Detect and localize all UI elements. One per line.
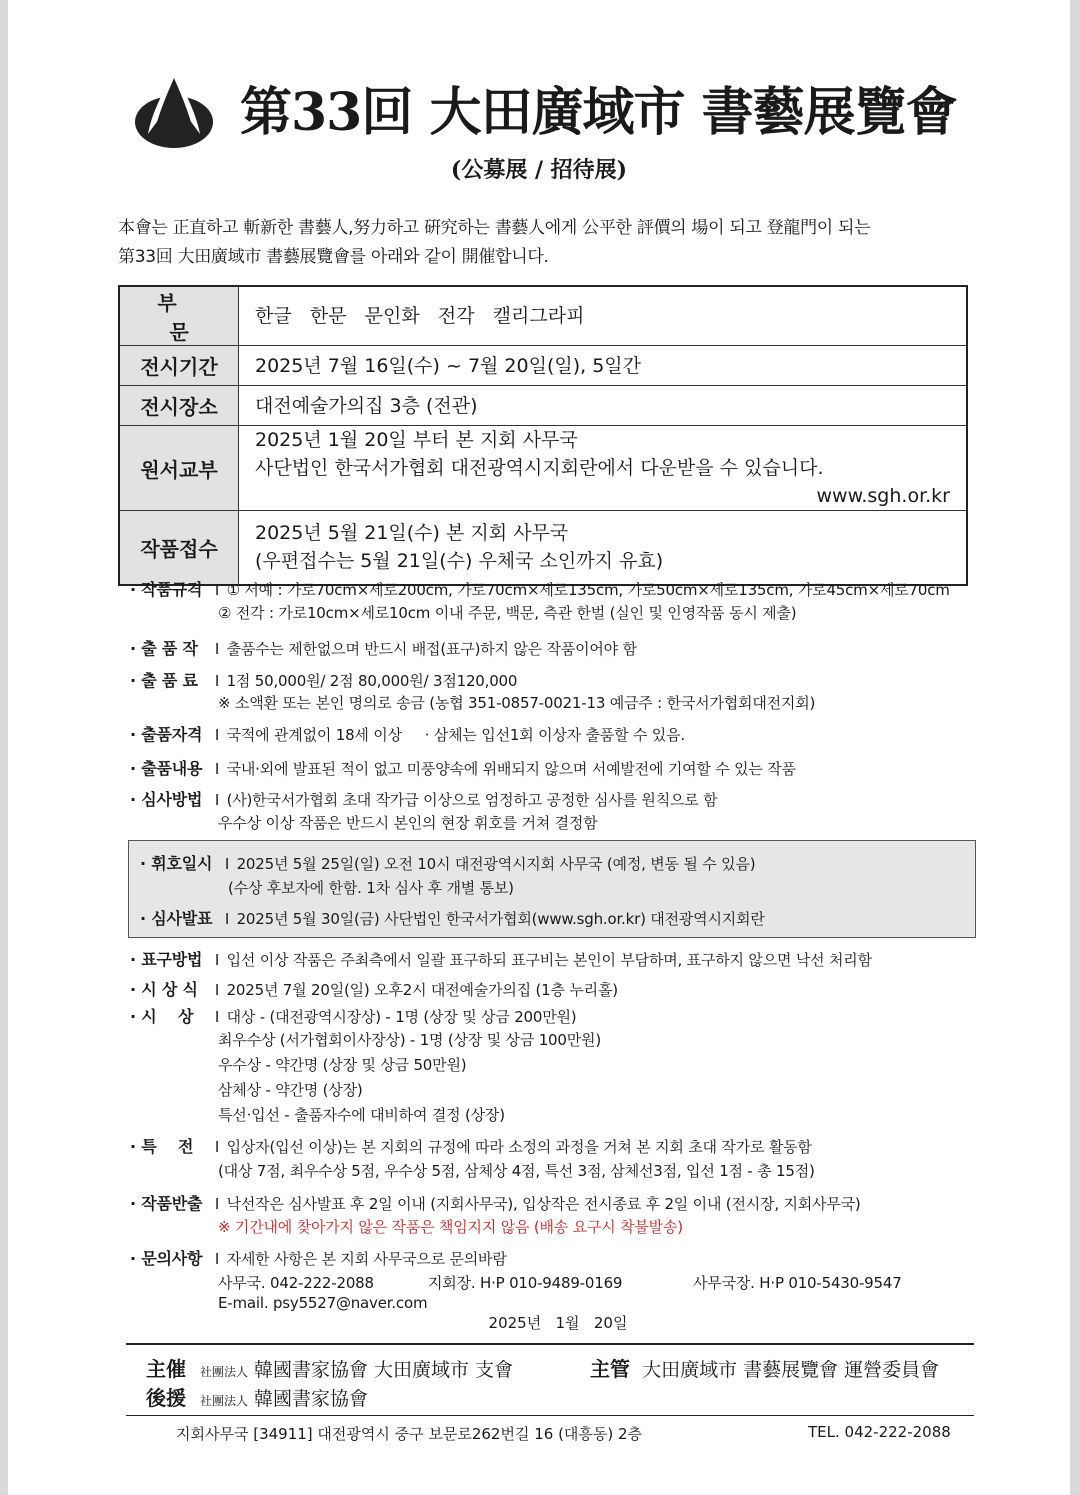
table-row xyxy=(119,286,967,346)
secretary-phone: 사무국장. H·P 010-5430-9547 xyxy=(693,1274,902,1292)
intro-text xyxy=(118,214,988,272)
award-line: 삼체상 - 약간명 (상장) xyxy=(218,1081,363,1099)
item-calligraphy: · 휘호일시 I 2025년 5월 25일(일) 오전 10시 대전광역시지회 사무국 (예정, 변동 될 수 있음) xyxy=(140,854,756,873)
poster-page xyxy=(8,0,1070,1495)
item-spec-line2: ② 전각 : 가로10cm×세로10cm 이내 주문, 백문, 측관 한벌 (실인 및 인영작품 동시 제출) xyxy=(218,604,797,622)
brush-logo-icon xyxy=(134,70,214,150)
item-fee: · 출 품 료 I 1점 50,000원/ 2점 80,000원/ 3점120,000 xyxy=(130,671,518,690)
item-return: · 작품반출 I 낙선작은 심사발표 후 2일 이내 (지회사무국), 입상작은 전시종료 후 2일 이내 (전시장, 지회사무국) xyxy=(130,1194,861,1213)
president-phone: 지회장. H·P 010-9489-0169 xyxy=(428,1274,623,1292)
item-works: · 출 품 작 I 출품수는 제한없으며 반드시 배접(표구)하지 않은 작품이어야 함 xyxy=(130,639,637,658)
footer-tel: TEL. 042-222-2088 xyxy=(808,1423,951,1441)
row-line: (우편접수는 5월 21일(수) 우체국 소인까지 유효) xyxy=(255,550,664,573)
email-link[interactable]: E-mail. psy5527@naver.com xyxy=(218,1294,428,1312)
row-value: 한글 한문 문인화 전각 캘리그라피 xyxy=(239,286,968,346)
row-value xyxy=(239,511,968,585)
item-ceremony: · 시 상 식 I 2025년 7월 20일(일) 오후2시 대전예술가의집 (1층 누리홀) xyxy=(130,980,618,999)
office-phone: 사무국. 042-222-2088 xyxy=(218,1274,374,1292)
table-row xyxy=(119,346,967,386)
host-line: 主催 社團法人 韓國書家協會 大田廣域市 支會 xyxy=(146,1357,514,1381)
row-line: 사단법인 한국서가협회 대전광역시지회란에서 다운받을 수 있습니다. www.sgh.or.kr xyxy=(255,454,950,482)
table-row xyxy=(119,426,967,511)
support-line: 後援 社團法人 韓國書家協會 xyxy=(146,1386,369,1410)
item-privilege-line2: (대상 7점, 최우수상 5점, 우수상 5점, 삼체상 4점, 특선 3점, 삼체선3점, 입선 1점 - 총 15점) xyxy=(218,1162,815,1180)
item-fee-line2: ※ 소액환 또는 본인 명의로 송금 (농협 351-0857-0021-13 예금주 : 한국서가협회대전지회) xyxy=(218,694,816,712)
row-header: 원서교부 xyxy=(119,426,239,511)
award-line: 특선·입선 - 출품자수에 대비하여 결정 (상장) xyxy=(218,1106,505,1124)
row-value: 2025년 7월 16일(수) ~ 7월 20일(일), 5일간 xyxy=(239,346,968,386)
award-line: 우수상 - 약간명 (상장 및 상금 50만원) xyxy=(218,1056,467,1074)
divider xyxy=(126,1415,974,1416)
table-row xyxy=(119,386,967,426)
row-value: 대전예술가의집 3층 (전관) xyxy=(239,386,968,426)
item-judge-line2: 우수상 이상 작품은 반드시 본인의 현장 휘호를 거쳐 결정함 xyxy=(218,814,598,832)
row-header: 전시기간 xyxy=(119,346,239,386)
row-header: 작품접수 xyxy=(119,511,239,585)
manage-line: 主管 大田廣域市 書藝展覽會 運營委員會 xyxy=(590,1357,940,1381)
footer-address: 지회사무국 [34911] 대전광역시 중구 보문로262번길 16 (대흥동) 2층 xyxy=(176,1425,643,1443)
exhibition-subtitle: (公募展 / 招待展) xyxy=(450,157,628,183)
row-header: 전시장소 xyxy=(119,386,239,426)
item-announce: · 심사발표 I 2025년 5월 30일(금) 사단법인 한국서가협회(www.sgh.or.kr) 대전광역시지회란 xyxy=(140,909,765,928)
item-calligraphy-line2: (수상 후보자에 한함. 1차 심사 후 개별 통보) xyxy=(228,879,514,897)
row-line: 2025년 5월 21일(수) 본 지회 사무국 xyxy=(255,522,569,545)
row-header: 부 문 xyxy=(119,286,239,346)
table-row xyxy=(119,511,967,585)
item-content: · 출품내용 I 국내·외에 발표된 적이 없고 미풍양속에 위배되지 않으며 서예발전에 기여할 수 있는 작품 xyxy=(130,759,796,778)
item-qual: · 출품자격 I 국적에 관계없이 18세 이상 · 삼체는 입선1회 이상자 출품할 수 있음. xyxy=(130,725,685,744)
item-framing: · 표구방법 I 입선 이상 작품은 주최측에서 일괄 표구하되 표구비는 본인이 부담하며, 표구하지 않으면 낙선 처리함 xyxy=(130,950,872,969)
item-awards: · 시 상 I 대상 - (대전광역시장상) - 1명 (상장 및 상금 200만원) xyxy=(130,1007,577,1026)
info-table xyxy=(118,285,968,586)
row-line: 2025년 1월 20일 부터 본 지회 사무국 xyxy=(255,429,578,451)
award-line: 최우수상 (서가협회이사장상) - 1명 (상장 및 상금 100만원) xyxy=(218,1031,601,1049)
intro-line: 第33回 大田廣域市 書藝展覽會를 아래와 같이 開催합니다. xyxy=(118,247,549,267)
website-link[interactable]: www.sgh.or.kr xyxy=(816,485,950,507)
row-value xyxy=(239,426,968,511)
return-warning: ※ 기간내에 찾아가지 않은 작품은 책임지지 않음 (배송 요구시 착불발송) xyxy=(218,1218,683,1236)
item-spec: · 작품규격 I ① 서예 : 가로70cm×세로200cm, 가로70cm×세로135cm, 가로50cm×세로135cm, 가로45cm×세로70cm xyxy=(130,580,950,599)
item-inquiry: · 문의사항 I 자세한 사항은 본 지회 사무국으로 문의바람 xyxy=(130,1249,507,1268)
divider xyxy=(126,1343,974,1345)
item-privilege: · 특 전 I 입상자(입선 이상)는 본 지회의 규정에 따라 소정의 과정을 거쳐 본 지회 초대 작가로 활동함 xyxy=(130,1137,812,1156)
item-judge: · 심사방법 I (사)한국서가협회 초대 작가급 이상으로 엄정하고 공정한 심사를 원칙으로 함 xyxy=(130,790,718,809)
intro-line: 本會는 正直하고 斬新한 書藝人,努力하고 硏究하는 書藝人에게 公平한 評價의 場이 되고 登龍門이 되는 xyxy=(118,218,871,238)
exhibition-title: 第33回 大田廣域市 書藝展覽會 xyxy=(240,82,957,143)
issue-date: 2025년 1월 20일 xyxy=(488,1314,628,1332)
